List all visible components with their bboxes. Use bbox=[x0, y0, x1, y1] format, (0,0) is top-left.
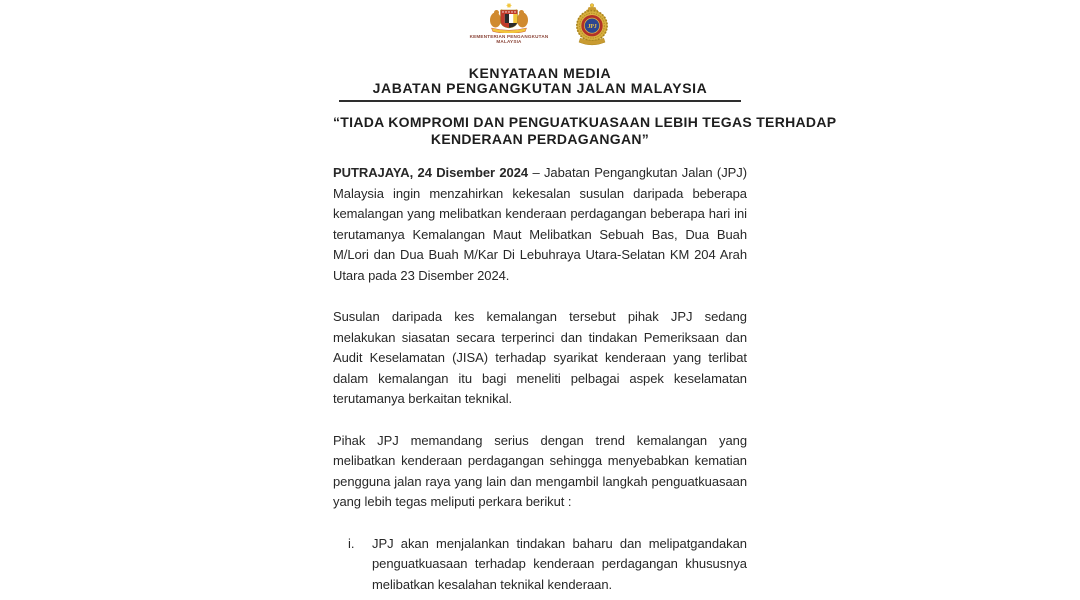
paragraph-dateline bbox=[333, 163, 747, 286]
ministry-caption-line1: KEMENTERIAN PENGANGKUTAN bbox=[469, 34, 549, 39]
paragraph-enforcement-intro: Pihak JPJ memandang serius dengan trend kemalangan yang melibatkan kenderaan perdagangan sehingga menyebabkan kematian pengguna jalan raya yang lain dan mengambil langkah penguatkuasaan yang lebih tegas meliputi perkara berikut : bbox=[333, 432, 747, 509]
ministry-caption-line2: MALAYSIA bbox=[496, 39, 522, 45]
headline-line1: “TIADA KOMPROMI DAN PENGUATKUASAAN LEBIH TEGAS TERHADAP bbox=[333, 114, 837, 130]
list-item-marker: i. bbox=[348, 535, 355, 551]
press-title bbox=[333, 66, 747, 96]
dateline-rest: – Jabatan Pengangkutan Jalan (JPJ) Malaysia ingin menzahirkan kekesalan susulan daripada beberapa kemalangan yang melibatkan kenderaan perdagangan beberapa hari ini terutamanya Kemalangan Maut Melibatkan Sebuah Bas, Dua Buah M/Lori dan Dua Buah M/Kar Di Lebuhraya Utara-Selatan KM 204 Arah Utara pada 23 Disember 2024. bbox=[333, 165, 748, 283]
press-body bbox=[333, 163, 747, 595]
press-title-line2: JABATAN PENGANGKUTAN JALAN MALAYSIA bbox=[372, 80, 708, 96]
header-logos bbox=[333, 0, 747, 45]
list-item-text: JPJ akan menjalankan tindakan baharu dan melipatgandakan penguatkuasaan terhadap kenderaan perdagangan khususnya melibatkan kesalahan teknikal kenderaan. bbox=[372, 535, 747, 592]
paragraph-investigation: Susulan daripada kes kemalangan tersebut pihak JPJ sedang melakukan siasatan secara terperinci dan tindakan Pemeriksaan dan Audit Keselamatan (JISA) terhadap syarikat kenderaan yang terlibat dalam kemalangan itu bagi meneliti pelbagai aspek keselamatan terutamanya berkaitan teknikal. bbox=[333, 309, 747, 406]
ministry-crest bbox=[467, 3, 551, 44]
dateline-lead: PUTRAJAYA, 24 Disember 2024 bbox=[333, 165, 529, 180]
jpj-monogram: JPJ bbox=[587, 23, 597, 31]
headline bbox=[333, 114, 837, 147]
press-release-page bbox=[333, 0, 837, 595]
press-title-line1: KENYATAAN MEDIA bbox=[468, 65, 612, 81]
title-underline-divider bbox=[339, 100, 741, 102]
malaysia-coat-of-arms-icon bbox=[476, 3, 542, 33]
jpj-badge-icon bbox=[571, 3, 613, 47]
ministry-caption bbox=[470, 34, 549, 44]
enforcement-list-item bbox=[333, 534, 747, 596]
headline-line2: KENDERAAN PERDAGANGAN” bbox=[430, 130, 650, 147]
